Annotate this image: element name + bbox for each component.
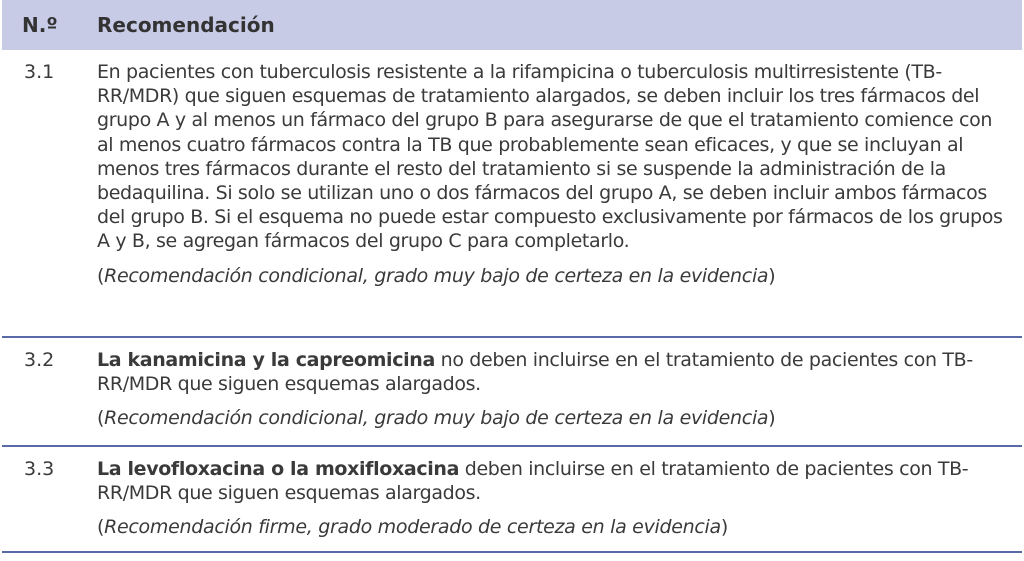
recommendation-rest: no deben incluirse en el tratamiento de pacientes con TB-RR/MDR que siguen esquemas alargados.	[97, 349, 973, 396]
row-content	[97, 338, 1007, 445]
recommendations-table	[2, 0, 1022, 553]
recommendation-note	[97, 515, 1007, 539]
header-title: Recomendación	[97, 13, 275, 37]
note-text: Recomendación condicional, grado muy bajo de certeza en la evidencia	[104, 407, 769, 430]
recommendation-text	[97, 348, 1007, 396]
row-number: 3.1	[24, 61, 55, 83]
recommendation-note	[97, 406, 1007, 430]
row-number: 3.2	[24, 349, 55, 371]
recommendation-bold-lead: La kanamicina y la capreomicina	[97, 349, 435, 371]
note-open-paren: (	[97, 516, 105, 539]
row-content	[97, 447, 1007, 551]
recommendation-text	[97, 457, 1007, 505]
recommendation-rest: deben incluirse en el tratamiento de pacientes con TB-RR/MDR que siguen esquemas alargados.	[97, 458, 969, 505]
table-row	[2, 338, 1022, 447]
recommendation-bold-lead: La levofloxacina o la moxifloxacina	[97, 458, 460, 480]
note-open-paren: (	[97, 264, 105, 287]
recommendation-text: En pacientes con tuberculosis resistente a la rifampicina o tuberculosis multirresistente (TB-RR/MDR) que siguen esquemas de tratamiento alargados, se deben incluir los tres fármacos del grupo A y al menos un fármaco del grupo B para asegurarse de que el tratamiento comience con al menos cuatro fármacos contra la TB que probablemente sean eficaces, y que se incluyan al menos tres fármacos durante el resto del tratamiento si se suspende la administración de la bedaquilina. Si solo se utilizan uno o dos fármacos del grupo A, se deben incluir ambos fármacos del grupo B. Si el esquema no puede estar compuesto exclusivamente por fármacos de los grupos A y B, se agregan fármacos del grupo C para completarlo.	[97, 61, 1003, 253]
header-number: N.º	[22, 13, 58, 37]
table-header	[2, 0, 1022, 50]
row-number: 3.3	[24, 458, 55, 480]
recommendation-note	[97, 264, 1007, 288]
note-close-paren: )	[768, 264, 776, 287]
note-text: Recomendación condicional, grado muy bajo de certeza en la evidencia	[104, 264, 769, 287]
note-open-paren: (	[97, 407, 105, 430]
table-row	[2, 447, 1022, 553]
note-close-paren: )	[720, 516, 728, 539]
table-row	[2, 50, 1022, 338]
row-content	[97, 50, 1007, 336]
note-text: Recomendación firme, grado moderado de certeza en la evidencia	[104, 516, 721, 539]
note-close-paren: )	[768, 407, 776, 430]
